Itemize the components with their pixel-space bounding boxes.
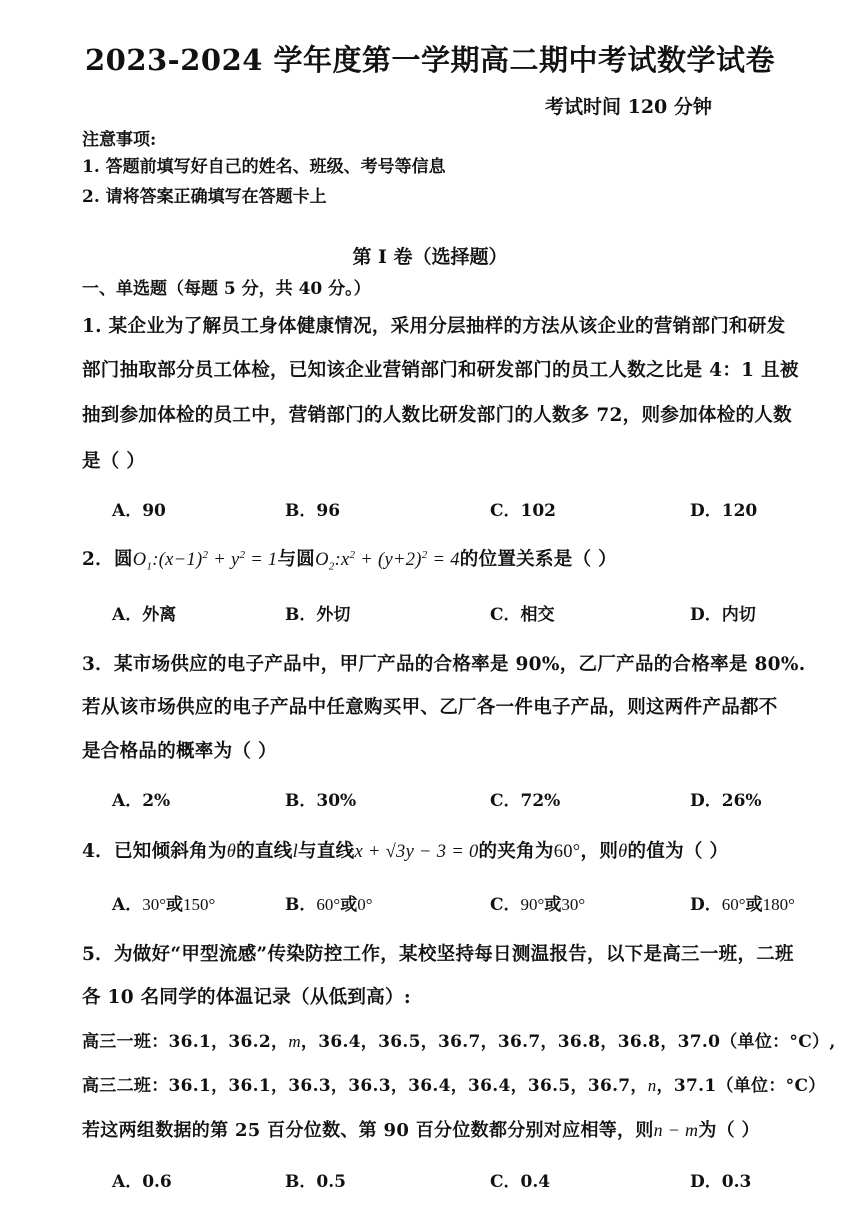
q3-option-a: A．2% [112,791,171,811]
notes-heading: 注意事项: [82,130,157,150]
exam-time: 考试时间 120 分钟 [545,96,712,118]
q5-line-1: 5．为做好“甲型流感”传染防控工作，某校坚持每日测温报告，以下是高三一班，二班 [82,944,794,965]
part-title: 第 I 卷（选择题） [352,246,508,268]
note-item-2: 2. 请将答案正确填写在答题卡上 [82,187,327,207]
q2-prefix: 2．圆 [82,549,133,570]
q3-line-1: 3．某市场供应的电子产品中，甲厂产品的合格率是 90%，乙厂产品的合格率是 80%. [82,654,806,675]
q4-option-d: D．60°或180° [690,895,795,915]
theta-symbol: θ [226,842,237,862]
q1-option-a: A．90 [112,501,166,521]
q1-option-b: B．96 [285,501,341,521]
section-heading: 一、单选题（每题 5 分，共 40 分。） [82,279,371,299]
circle-o2: $O_2$ [315,550,335,573]
q1-line-1: 1. 某企业为了解员工身体健康情况，采用分层抽样的方法从该企业的营销部门和研发 [82,316,786,337]
q4-option-a: A．30°或150° [112,895,216,915]
q2-mid: 与圆 [277,549,316,570]
q3-option-c: C．72% [490,791,561,811]
q3-line-3: 是合格品的概率为（ ） [82,741,277,762]
line-l-symbol: l [292,842,299,862]
line-equation: x + √3y − 3 = 0 [354,842,479,862]
q2-stem [82,545,617,573]
q2-suffix: 的位置关系是（ ） [459,549,617,570]
q5-question: 若这两组数据的第 25 百分位数、第 90 百分位数都分别对应相等，则n − m为（ ） [82,1120,760,1141]
q1-line-3: 抽到参加体检的员工中，营销部门的人数比研发部门的人数多 72，则参加体检的人数 [82,405,792,426]
q4-option-b: B．60°或0° [285,895,373,915]
q5-option-b: B．0.5 [285,1172,346,1192]
q4-option-c: C．90°或30° [490,895,586,915]
q2-option-d: D．内切 [690,605,756,625]
q5-option-a: A．0.6 [112,1172,172,1192]
q5-class2-data: 高三二班：36.1，36.1，36.3，36.3，36.4，36.4，36.5，36.7，n，37.1（单位：°C） [82,1076,826,1096]
circle-o1: $O_1$ [132,550,153,573]
exam-title: 2023-2024 学年度第一学期高二期中考试数学试卷 [84,43,776,77]
q1-option-c: C．102 [490,501,557,521]
angle-value: 60° [553,842,581,862]
q2-option-a: A．外离 [112,605,177,625]
q1-line-2: 部门抽取部分员工体检，已知该企业营销部门和研发部门的员工人数之比是 4：1 且被 [82,360,799,381]
q3-line-2: 若从该市场供应的电子产品中任意购买甲、乙厂各一件电子产品，则这两件产品都不 [82,697,778,718]
q3-option-b: B．30% [285,791,357,811]
q4-stem: 4．已知倾斜角为θ的直线l与直线x + √3y − 3 = 0的夹角为60°，则θ的值为（ ） [82,841,729,862]
q5-class1-data: 高三一班：36.1，36.2，m，36.4，36.5，36.7，36.7，36.8，36.8，37.0（单位：°C）, [82,1032,836,1052]
q3-option-d: D．26% [690,791,762,811]
circle-o1-eq: $:(x-1)^2 + y^2 = 1$ [152,548,278,570]
q5-option-d: D．0.3 [690,1172,752,1192]
q1-line-4: 是（ ） [82,451,146,472]
q2-option-c: C．相交 [490,605,555,625]
q5-line-2: 各 10 名同学的体温记录（从低到高）: [82,987,411,1008]
q1-option-d: D．120 [690,501,758,521]
q5-option-c: C．0.4 [490,1172,551,1192]
note-item-1: 1. 答题前填写好自己的姓名、班级、考号等信息 [82,157,446,177]
q2-option-b: B．外切 [285,605,351,625]
circle-o2-eq: $:x^2 + (y+2)^2 = 4$ [334,548,460,570]
